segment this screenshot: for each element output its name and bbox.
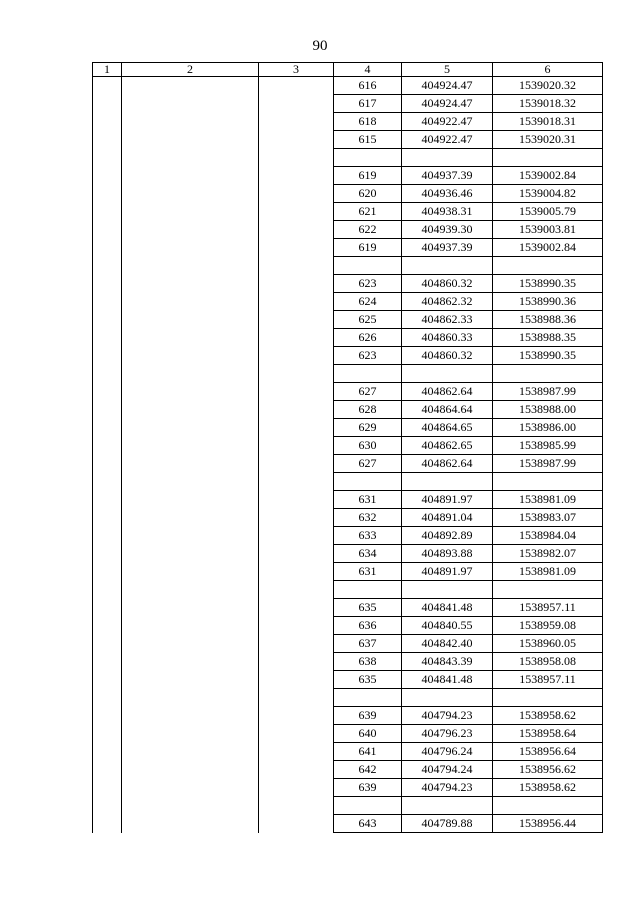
x-coordinate-cell: 404862.64 (402, 383, 493, 401)
point-number-cell: 626 (334, 329, 402, 347)
x-coordinate-cell (402, 797, 493, 815)
x-coordinate-cell: 404922.47 (402, 131, 493, 149)
x-coordinate-cell (402, 689, 493, 707)
point-number-cell (334, 473, 402, 491)
x-coordinate-cell: 404841.48 (402, 671, 493, 689)
y-coordinate-cell: 1539018.31 (493, 113, 603, 131)
y-coordinate-cell: 1538960.05 (493, 635, 603, 653)
x-coordinate-cell: 404843.39 (402, 653, 493, 671)
y-coordinate-cell (493, 581, 603, 599)
x-coordinate-cell: 404891.04 (402, 509, 493, 527)
y-coordinate-cell (493, 473, 603, 491)
y-coordinate-cell: 1538957.11 (493, 599, 603, 617)
column-header-5: 5 (402, 63, 493, 77)
y-coordinate-cell: 1538982.07 (493, 545, 603, 563)
x-coordinate-cell: 404924.47 (402, 77, 493, 95)
x-coordinate-cell: 404939.30 (402, 221, 493, 239)
x-coordinate-cell: 404842.40 (402, 635, 493, 653)
x-coordinate-cell (402, 365, 493, 383)
x-coordinate-cell: 404862.64 (402, 455, 493, 473)
x-coordinate-cell: 404936.46 (402, 185, 493, 203)
y-coordinate-cell (493, 257, 603, 275)
header-row (93, 63, 603, 77)
x-coordinate-cell: 404937.39 (402, 167, 493, 185)
y-coordinate-cell: 1538990.35 (493, 275, 603, 293)
point-number-cell: 616 (334, 77, 402, 95)
x-coordinate-cell: 404937.39 (402, 239, 493, 257)
y-coordinate-cell (493, 149, 603, 167)
y-coordinate-cell (493, 797, 603, 815)
x-coordinate-cell: 404862.33 (402, 311, 493, 329)
y-coordinate-cell: 1538985.99 (493, 437, 603, 455)
x-coordinate-cell: 404891.97 (402, 491, 493, 509)
point-number-cell: 625 (334, 311, 402, 329)
y-coordinate-cell: 1538990.36 (493, 293, 603, 311)
y-coordinate-cell: 1538958.62 (493, 779, 603, 797)
column-2-cell (122, 77, 259, 833)
point-number-cell: 631 (334, 563, 402, 581)
y-coordinate-cell: 1538959.08 (493, 617, 603, 635)
x-coordinate-cell: 404794.23 (402, 707, 493, 725)
point-number-cell: 615 (334, 131, 402, 149)
x-coordinate-cell: 404938.31 (402, 203, 493, 221)
point-number-cell: 627 (334, 383, 402, 401)
y-coordinate-cell: 1539002.84 (493, 239, 603, 257)
x-coordinate-cell: 404864.65 (402, 419, 493, 437)
x-coordinate-cell: 404860.33 (402, 329, 493, 347)
point-number-cell (334, 365, 402, 383)
y-coordinate-cell: 1538986.00 (493, 419, 603, 437)
column-3-cell (259, 77, 334, 833)
point-number-cell: 629 (334, 419, 402, 437)
y-coordinate-cell: 1539018.32 (493, 95, 603, 113)
x-coordinate-cell: 404891.97 (402, 563, 493, 581)
point-number-cell: 617 (334, 95, 402, 113)
page-number: 90 (312, 38, 328, 54)
y-coordinate-cell: 1538956.44 (493, 815, 603, 833)
x-coordinate-cell: 404922.47 (402, 113, 493, 131)
point-number-cell: 628 (334, 401, 402, 419)
point-number-cell (334, 797, 402, 815)
point-number-cell: 635 (334, 671, 402, 689)
point-number-cell: 641 (334, 743, 402, 761)
point-number-cell: 631 (334, 491, 402, 509)
point-number-cell: 623 (334, 347, 402, 365)
point-number-cell: 639 (334, 779, 402, 797)
y-coordinate-cell: 1538984.04 (493, 527, 603, 545)
x-coordinate-cell (402, 581, 493, 599)
y-coordinate-cell: 1538990.35 (493, 347, 603, 365)
x-coordinate-cell: 404796.23 (402, 725, 493, 743)
point-number-cell: 634 (334, 545, 402, 563)
y-coordinate-cell: 1538956.64 (493, 743, 603, 761)
point-number-cell (334, 257, 402, 275)
x-coordinate-cell: 404860.32 (402, 347, 493, 365)
y-coordinate-cell: 1538956.62 (493, 761, 603, 779)
column-1-cell (93, 77, 122, 833)
x-coordinate-cell: 404794.23 (402, 779, 493, 797)
column-header-4: 4 (334, 63, 402, 77)
y-coordinate-cell: 1538958.08 (493, 653, 603, 671)
column-header-2: 2 (122, 63, 259, 77)
y-coordinate-cell: 1538981.09 (493, 563, 603, 581)
y-coordinate-cell: 1538988.00 (493, 401, 603, 419)
x-coordinate-cell: 404862.32 (402, 293, 493, 311)
x-coordinate-cell: 404794.24 (402, 761, 493, 779)
point-number-cell: 636 (334, 617, 402, 635)
point-number-cell: 621 (334, 203, 402, 221)
x-coordinate-cell: 404862.65 (402, 437, 493, 455)
point-number-cell (334, 689, 402, 707)
x-coordinate-cell: 404892.89 (402, 527, 493, 545)
column-header-6: 6 (493, 63, 603, 77)
point-number-cell: 637 (334, 635, 402, 653)
table-row (93, 77, 603, 95)
point-number-cell: 620 (334, 185, 402, 203)
y-coordinate-cell: 1539020.32 (493, 77, 603, 95)
x-coordinate-cell: 404796.24 (402, 743, 493, 761)
y-coordinate-cell (493, 689, 603, 707)
point-number-cell: 635 (334, 599, 402, 617)
point-number-cell: 618 (334, 113, 402, 131)
y-coordinate-cell: 1538958.64 (493, 725, 603, 743)
point-number-cell: 642 (334, 761, 402, 779)
point-number-cell: 627 (334, 455, 402, 473)
coordinates-table (92, 62, 603, 833)
column-header-1: 1 (93, 63, 122, 77)
y-coordinate-cell: 1538983.07 (493, 509, 603, 527)
point-number-cell: 619 (334, 239, 402, 257)
y-coordinate-cell (493, 365, 603, 383)
x-coordinate-cell: 404841.48 (402, 599, 493, 617)
y-coordinate-cell: 1539005.79 (493, 203, 603, 221)
y-coordinate-cell: 1539002.84 (493, 167, 603, 185)
y-coordinate-cell: 1539003.81 (493, 221, 603, 239)
y-coordinate-cell: 1538987.99 (493, 383, 603, 401)
x-coordinate-cell: 404893.88 (402, 545, 493, 563)
point-number-cell: 640 (334, 725, 402, 743)
y-coordinate-cell: 1539004.82 (493, 185, 603, 203)
x-coordinate-cell: 404860.32 (402, 275, 493, 293)
x-coordinate-cell (402, 257, 493, 275)
y-coordinate-cell: 1538988.36 (493, 311, 603, 329)
x-coordinate-cell (402, 473, 493, 491)
point-number-cell: 639 (334, 707, 402, 725)
column-header-3: 3 (259, 63, 334, 77)
point-number-cell: 619 (334, 167, 402, 185)
point-number-cell: 633 (334, 527, 402, 545)
point-number-cell: 638 (334, 653, 402, 671)
y-coordinate-cell: 1538987.99 (493, 455, 603, 473)
x-coordinate-cell: 404864.64 (402, 401, 493, 419)
y-coordinate-cell: 1538988.35 (493, 329, 603, 347)
point-number-cell: 623 (334, 275, 402, 293)
point-number-cell: 622 (334, 221, 402, 239)
y-coordinate-cell: 1538958.62 (493, 707, 603, 725)
y-coordinate-cell: 1539020.31 (493, 131, 603, 149)
point-number-cell (334, 581, 402, 599)
point-number-cell: 643 (334, 815, 402, 833)
table-body (93, 77, 603, 833)
point-number-cell: 632 (334, 509, 402, 527)
x-coordinate-cell: 404840.55 (402, 617, 493, 635)
point-number-cell: 630 (334, 437, 402, 455)
point-number-cell (334, 149, 402, 167)
x-coordinate-cell: 404789.88 (402, 815, 493, 833)
x-coordinate-cell: 404924.47 (402, 95, 493, 113)
y-coordinate-cell: 1538981.09 (493, 491, 603, 509)
x-coordinate-cell (402, 149, 493, 167)
point-number-cell: 624 (334, 293, 402, 311)
table-header (93, 63, 603, 77)
y-coordinate-cell: 1538957.11 (493, 671, 603, 689)
